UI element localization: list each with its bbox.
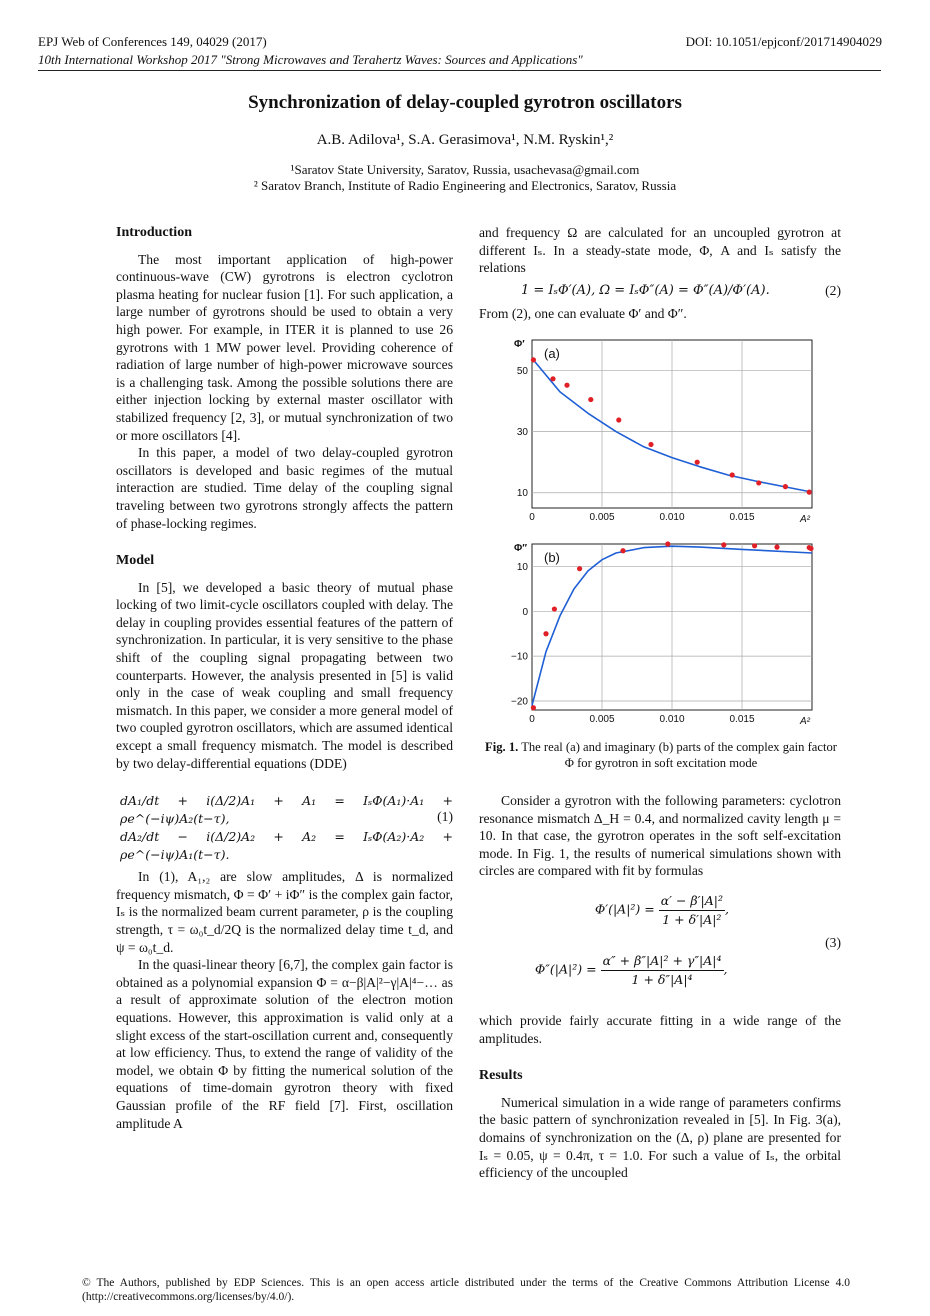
equation-3b: Φ″(|A|²) = $\frac{\text{α″ + β″|A|² + γ″|A|⁴}}{\text{1 + δ″|A|⁴}}$ , xyxy=(535,952,728,987)
data-point-a xyxy=(531,357,536,362)
data-point-b xyxy=(774,545,779,550)
equation-3a: Φ′(|A|²) = $\frac{\text{α′ − β′|A|²}}{\text{1 + δ′|A|²}}$ , xyxy=(595,892,729,927)
equation-3a-fraction xyxy=(659,892,725,928)
x-tick-label-b: 0.015 xyxy=(729,714,755,725)
data-point-a xyxy=(807,490,812,495)
y-tick-label-b: 10 xyxy=(516,561,528,573)
x-tick-label-a: 0.015 xyxy=(729,512,755,523)
right-column-top xyxy=(479,224,841,322)
x-axis-label-a: A² xyxy=(800,514,810,525)
equation-3a-lhs: Φ′(|A|²) = xyxy=(595,901,655,917)
y-axis-label-a: Φ′ xyxy=(514,339,525,350)
intro-heading: Introduction xyxy=(116,225,192,240)
equation-1-number: (1) xyxy=(437,809,453,825)
equation-3a-numerator: α′ − β′|A|² xyxy=(659,892,725,911)
authors: A.B. Adilova¹, S.A. Gerasimova¹, N.M. Ryskin¹,² xyxy=(316,132,614,148)
data-point-a xyxy=(564,383,569,388)
figure-1-caption-text: The real (a) and imaginary (b) parts of the complex gain factor Φ for gyrotron in soft excitation mode xyxy=(521,740,837,770)
affiliation-1: ¹Saratov State University, Saratov, Russia, usachevasa@gmail.com xyxy=(290,162,640,177)
figure-1-caption-label: Fig. 1. xyxy=(485,740,519,754)
data-point-b xyxy=(552,606,557,611)
equation-1-line-2: dA₂/dt − i(Δ/2)A₂ + A₂ = IₛΦ(A₂)·A₂ + ρe^(−iψ)A₁(t−τ). xyxy=(120,829,453,862)
y-tick-label-b: −10 xyxy=(511,651,528,663)
data-point-a xyxy=(783,484,788,489)
model-paragraph-3: In the quasi-linear theory [6,7], the complex gain factor is obtained as a polynomial expansion Φ = α−β|A|²−γ|A|⁴−… as a result of approximate solution of the electron motion equations. However, this approximation is valid only at a slight excess of the start-oscillation current and, consequently at low efficiency. Thus, to extend the range of validity of the model, we obtain Φ by fitting the numerical solution of the equations of time-domain gyrotron theory with fixed Gaussian profile of the RF field [7]. First, oscillation amplitude A xyxy=(116,957,453,1131)
equation-3 xyxy=(479,886,841,1006)
y-tick-label-a: 10 xyxy=(516,488,528,500)
x-tick-label-a: 0 xyxy=(529,512,535,523)
data-point-b xyxy=(752,543,757,548)
right-paragraph-3: Consider a gyrotron with the following parameters: cyclotron resonance mismatch Δ_H = 0.4, and normalized cavity length μ = 10. In that case, the gyrotron operates in the soft self-excitation mode. In Fig. 1, the results of numerical simulations shown with circles are compared with fit by formulas xyxy=(479,793,841,879)
x-tick-label-b: 0.010 xyxy=(659,714,685,725)
equation-3b-numerator: α″ + β″|A|² + γ″|A|⁴ xyxy=(601,952,724,971)
paper-title: Synchronization of delay-coupled gyrotron oscillators xyxy=(248,92,682,113)
y-tick-label-a: 50 xyxy=(516,366,528,378)
chart-panel-a xyxy=(514,339,812,525)
intro-paragraph-2: In this paper, a model of two delay-coupled gyrotron oscillators is developed and basic regimes of the mutual interaction are studied. Time delay of the coupling signal traveling between two gyrotrons strongly affects the pattern of phase-locking regimes. xyxy=(116,445,453,531)
data-point-a xyxy=(550,376,555,381)
model-paragraph-2: In (1), A₁,₂ are slow amplitudes, Δ is normalized frequency mismatch, Φ = Φ′ + iΦ″ is the complex gain factor, Iₛ is the normalized beam current parameter, ρ is the coupling strength, τ = ω₀t_d/2Q is the normalized delay time t_d, and ψ = ω₀t_d. xyxy=(116,869,453,955)
model-paragraph-1: In [5], we developed a basic theory of mutual phase locking of two limit-cycle oscillators coupled with delay. The delay in coupling provides essential features of the pattern of synchronization. In particular, it is very sensitive to the phase shift of the coupling signal propagating between two counterparts. However, the analysis presented in [5] is valid only in the case of weak coupling and small frequency mismatch. In this paper, we consider a more general model of two coupled gyrotron oscillators, which are assumed identical except a small frequency mismatch. The model is described by two delay-differential equations (DDE) xyxy=(116,579,453,771)
equation-2-body: 1 = IₛΦ′(A), Ω = IₛΦ″(A) = Φ″(A)/Φ′(A). xyxy=(521,282,770,298)
data-point-a xyxy=(588,397,593,402)
equation-3a-denominator: 1 + δ′|A|² xyxy=(662,911,722,927)
data-point-b xyxy=(620,548,625,553)
model-heading: Model xyxy=(116,553,155,569)
equation-1 xyxy=(116,782,453,860)
x-tick-label-b: 0 xyxy=(529,714,535,725)
header-rule xyxy=(38,70,881,71)
right-paragraph-5: Numerical simulation in a wide range of parameters confirms the basic pattern of synchronization revealed in [5]. In Fig. 3(a), domains of synchronization on the (Δ, ρ) plane are presented for Iₛ = 0.05, ψ = 0.4π, τ = 1.0. For such a value of Iₛ, the orbital efficiency of the uncoupled xyxy=(479,1094,841,1181)
panel-label-a: (a) xyxy=(544,346,560,361)
data-point-a xyxy=(730,472,735,477)
y-tick-label-b: −20 xyxy=(511,696,528,708)
data-point-b xyxy=(543,631,548,636)
data-point-b xyxy=(531,705,536,710)
data-point-a xyxy=(756,480,761,485)
data-point-b xyxy=(721,542,726,547)
equation-3b-denominator: 1 + δ″|A|⁴ xyxy=(631,971,693,987)
figure-1-caption xyxy=(480,739,842,771)
affiliation-2: ² Saratov Branch, Institute of Radio Engineering and Electronics, Saratov, Russia xyxy=(253,178,677,193)
data-point-a xyxy=(695,460,700,465)
equation-2 xyxy=(479,280,841,302)
x-tick-label-a: 0.005 xyxy=(589,512,615,523)
figure-1 xyxy=(500,334,830,734)
x-tick-label-a: 0.010 xyxy=(659,512,685,523)
y-tick-label-a: 30 xyxy=(516,427,528,439)
results-heading: Results xyxy=(479,1068,523,1084)
right-paragraph-1: and frequency Ω are calculated for an uncoupled gyrotron at different Iₛ. In a steady-state mode, Φ, A and Iₛ satisfy the relations xyxy=(479,225,841,276)
doi: DOI: 10.1051/epjconf/201714904029 xyxy=(685,34,882,49)
equation-3b-fraction xyxy=(601,952,724,988)
right-column-bottom xyxy=(479,792,841,1182)
equation-1-line-1: dA₁/dt + i(Δ/2)A₁ + A₁ = IₛΦ(A₁)·A₁ + ρe^(−iψ)A₂(t−τ), xyxy=(120,793,453,826)
data-point-b xyxy=(577,566,582,571)
right-paragraph-4: which provide fairly accurate fitting in a wide range of the amplitudes. xyxy=(479,1012,841,1046)
x-tick-label-b: 0.005 xyxy=(589,714,615,725)
intro-paragraph-1: The most important application of high-power continuous-wave (CW) gyrotrons is electron cyclotron plasma heating for nuclear fusion [1]. For such application, a large number of gyrotrons should be used to obtain a very high power. For example, in ITER it is planned to use 26 gyrotrons with 1 MW power level. Providing coherence of radiation of large number of high-power microwave sources is a challenging task. Among the possible solutions there are either injection locking by external master oscillator with stabilized frequency [2, 3], or mutual synchronization of two or more oscillators [4]. xyxy=(116,251,453,443)
x-axis-label-b: A² xyxy=(800,716,810,727)
equation-3-number: (3) xyxy=(825,934,841,950)
panel-label-b: (b) xyxy=(544,550,560,565)
license-footer: © The Authors, published by EDP Sciences. This is an open access article distributed under the terms of the Creative Commons Attribution License 4.0 (http://creativecommons.org/licenses/by/4.0/). xyxy=(82,1277,850,1303)
y-tick-label-b: 0 xyxy=(522,606,528,618)
equation-2-number: (2) xyxy=(825,282,841,298)
data-point-a xyxy=(616,417,621,422)
right-paragraph-2: From (2), one can evaluate Φ′ and Φ″. xyxy=(479,305,687,321)
journal-line: EPJ Web of Conferences 149, 04029 (2017) xyxy=(38,34,267,49)
workshop-line: 10th International Workshop 2017 "Strong Microwaves and Terahertz Waves: Sources and Applications" xyxy=(38,52,583,67)
y-axis-label-b: Φ″ xyxy=(514,543,527,554)
data-point-a xyxy=(648,442,653,447)
chart-panel-b xyxy=(511,541,814,727)
data-point-b xyxy=(808,546,813,551)
equation-3b-lhs: Φ″(|A|²) = xyxy=(535,961,597,977)
data-point-b xyxy=(665,541,670,546)
left-column xyxy=(116,224,453,1132)
